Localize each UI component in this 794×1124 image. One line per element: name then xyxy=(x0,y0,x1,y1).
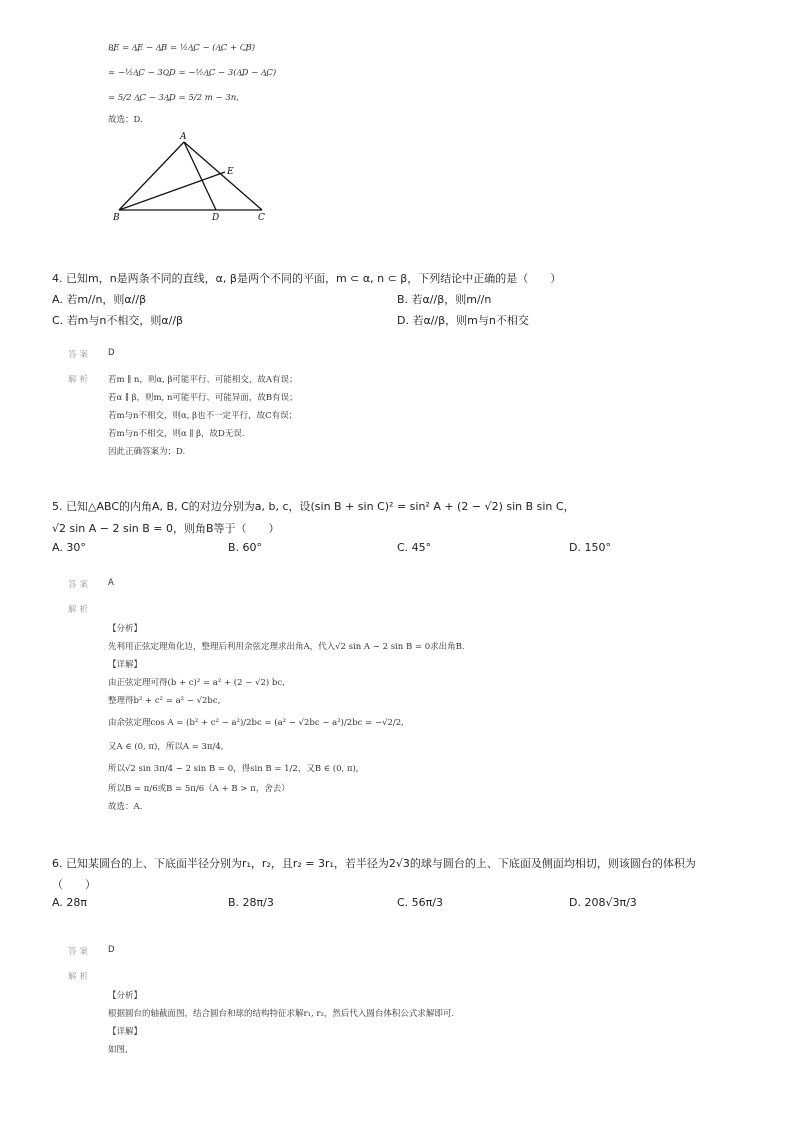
q5-option-c[interactable]: C. 45° xyxy=(397,541,432,554)
segment-be xyxy=(119,172,225,210)
side-ac xyxy=(184,142,262,210)
q6-analysis-line: 【详解】 xyxy=(108,1027,143,1037)
q5-analysis-line: 由余弦定理cos A = (b² + c² − a²)/2bc = (a² − √2bc − a²)/2bc = −√2/2, xyxy=(108,718,404,728)
q6-analysis-label: 解析 xyxy=(68,972,92,982)
q5-analysis-line: 整理得b² + c² = a² − √2bc, xyxy=(108,696,221,706)
q4-stem: 4. 已知m，n是两条不同的直线，α, β是两个不同的平面，m ⊂ α, n ⊂ β，下列结论中正确的是（ ） xyxy=(52,272,562,285)
q5-answer-label: 答案 xyxy=(68,580,92,590)
q5-option-b[interactable]: B. 60° xyxy=(228,541,263,554)
triangle-figure xyxy=(110,130,280,225)
q5-option-d[interactable]: D. 150° xyxy=(569,541,611,554)
q5-option-a[interactable]: A. 30° xyxy=(52,541,86,554)
q5-analysis-line: 所以B = π/6或B = 5π/6（A + B > π，舍去） xyxy=(108,784,290,794)
q5-answer: A xyxy=(108,578,114,588)
q5-analysis-line: 所以√2 sin 3π/4 − 2 sin B = 0，得sin B = 1/2，又B ∈ (0, π), xyxy=(108,764,359,774)
q4-analysis-line: 若m与n不相交，则α ∥ β，故D无误. xyxy=(108,429,245,439)
side-ab xyxy=(119,142,184,210)
q6-stem-line-1: 6. 已知某圆台的上、下底面半径分别为r₁，r₂，且r₂ = 3r₁，若半径为2√3的球与圆台的上、下底面及侧面均相切，则该圆台的体积为 xyxy=(52,857,696,870)
q5-analysis-label: 解析 xyxy=(68,605,92,615)
q4-analysis-line: 若α ∥ β，则m, n可能平行、可能异面，故B有误； xyxy=(108,393,298,403)
q4-option-c[interactable]: C. 若m与n不相交，则α//β xyxy=(52,314,184,327)
segment-ad xyxy=(184,142,216,210)
q5-stem-line-1: 5. 已知△ABC的内角A, B, C的对边分别为a, b, c，设(sin B + sin C)² = sin² A + (2 − √2) sin B sin C， xyxy=(52,500,575,513)
q6-option-d[interactable]: D. 208√3π/3 xyxy=(569,896,637,909)
q6-analysis-line: 如图, xyxy=(108,1045,128,1055)
q4-option-d[interactable]: D. 若α//β，则m与n不相交 xyxy=(397,314,529,327)
q5-analysis-line: 先利用正弦定理角化边，整理后利用余弦定理求出角A，代入√2 sin A − 2 sin B = 0求出角B. xyxy=(108,642,465,652)
solution-line-1: B͢E = A͢E − A͢B = ½A͢C − (A͢C + C͢B) xyxy=(108,43,256,53)
q5-analysis-line: 【详解】 xyxy=(108,660,143,670)
q4-answer-label: 答案 xyxy=(68,350,92,360)
q4-option-a[interactable]: A. 若m//n，则α//β xyxy=(52,293,147,306)
label-e: E xyxy=(227,167,234,177)
q5-analysis-line: 由正弦定理可得(b + c)² = a² + (2 − √2) bc, xyxy=(108,678,285,688)
label-d: D xyxy=(212,213,220,223)
q6-answer: D xyxy=(108,945,115,955)
label-a: A xyxy=(180,132,187,142)
q6-answer-label: 答案 xyxy=(68,947,92,957)
q6-stem-line-2: （ ） xyxy=(52,878,96,891)
q4-answer: D xyxy=(108,348,115,358)
q5-analysis-line: 又A ∈ (0, π)，所以A = 3π/4, xyxy=(108,742,224,752)
q5-analysis-line: 故选：A. xyxy=(108,802,143,812)
q6-option-b[interactable]: B. 28π/3 xyxy=(228,896,274,909)
q4-analysis-line: 若m与n不相交，则α, β也不一定平行，故C有误； xyxy=(108,411,298,421)
label-b: B xyxy=(113,213,120,223)
solution-line-3: = 5/2 A͢C − 3A͢D = 5/2 m − 3n, xyxy=(108,93,239,103)
q4-analysis-label: 解析 xyxy=(68,375,92,385)
q6-option-c[interactable]: C. 56π/3 xyxy=(397,896,443,909)
q6-option-a[interactable]: A. 28π xyxy=(52,896,87,909)
q5-stem-line-2: √2 sin A − 2 sin B = 0，则角B等于（ ） xyxy=(52,522,280,535)
q4-option-b[interactable]: B. 若α//β，则m//n xyxy=(397,293,492,306)
q6-analysis-line: 【分析】 xyxy=(108,991,143,1001)
q4-analysis-line: 因此正确答案为：D. xyxy=(108,447,186,457)
q6-analysis-line: 根据圆台的轴截面图，结合圆台和球的结构特征求解r₁, r₂，然后代入圆台体积公式求解即可. xyxy=(108,1009,455,1019)
solution-conclusion: 故选：D. xyxy=(108,115,143,125)
q4-analysis-line: 若m ∥ n，则α, β可能平行、可能相交，故A有误； xyxy=(108,375,298,385)
label-c: C xyxy=(258,213,265,223)
q5-analysis-line: 【分析】 xyxy=(108,624,143,634)
solution-line-2: = −½A͢C − 3O͢D = −½A͢C − 3(A͢D − A͢C) xyxy=(108,68,277,78)
